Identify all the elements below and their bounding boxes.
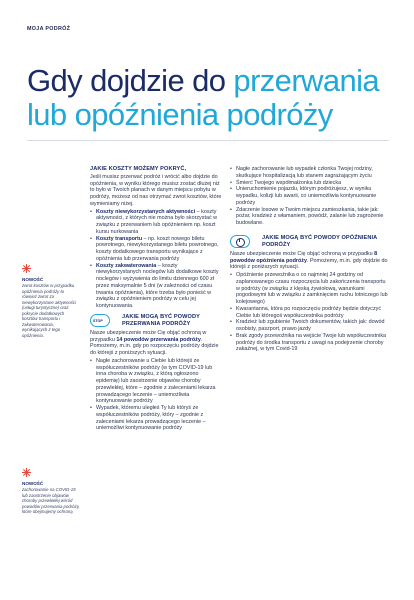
sparkle-icon (22, 264, 31, 273)
divider (27, 140, 389, 141)
column-right (230, 166, 390, 353)
list-item: • Nagłe zachorowanie lub wypadek członka Twojej rodziny, skutkujące hospitalizacją lub stanem zagrażającym życiu (230, 166, 390, 180)
interruption-list (90, 358, 222, 432)
costs-intro: Jeśli musisz przerwać podróż i wrócić albo dojdzie do opóźnienia, w wyniku którego musisz zostać dłużej niż to było w Twoich planach w danym miejscu pobytu w podróży, możesz od nas otrzymać zwrot kosztów, które wymieniamy niżej. (90, 173, 222, 207)
list-item: • Brak zgody przewoźnika na wejście Twoje lub współuczestnika podróży do środka transportu z uwagi na podejrzenie choroby zakaźnej, w tym Covid-19 (230, 333, 390, 353)
side-note-2 (22, 468, 80, 515)
column-left (90, 166, 222, 432)
delay-header (230, 235, 390, 249)
clock-icon (230, 235, 250, 248)
list-item: • Zdarzenie losowe w Twoim miejscu zamieszkania, takie jak: pożar, kradzież z włamaniem, powódź, zalanie lub zagrożenie budowlane. (230, 207, 390, 227)
side-note-body: zwrot kosztów w przypadku opóźnienia podróży to również zwrot za niewykorzystane aktywności (usługi turystyczne) oraz pokrycie dodatkowych kosztów transportu i zakwaterowania, wynikających z tego opóźnienia. (22, 283, 76, 338)
list-item: • Opóźnienie przewoźnika o co najmniej 24 godziny od zaplanowanego czasu rozpoczęcia lub zakończenia transportu w podróży (w związku z klęską żywiołową, warunkami pogodowymi lub w związku z zamknięciem ruchu lotniczego lub kolejowego) (230, 272, 390, 306)
interruption-intro: Nasze ubezpieczenie może Cię objąć ochroną w przypadku 14 powodów przerwania podróży. Pomożemy, m.in. gdy po rozpoczęciu podróży dojdzie do którejś z poniższych sytuacji. (90, 329, 219, 356)
list-item: • Koszty niewykorzystanych aktywności – koszty aktywności, z których nie można było skorzystać w związku z przerwaniem lub opóźnieniem np. koszt kursu nurkowania (90, 209, 222, 236)
delay-intro: Nasze ubezpieczenie może Cię objąć ochroną w przypadku 8 powodów opóźnienia podróży. Pomożemy, m.in. gdy dojdzie do którejś z poniższych sytuacji. (230, 250, 388, 271)
list-item: • Nagłe zachorowanie u Ciebie lub którejś ze współuczestników podróży (w tym COVID-19 lub inna choroba w związku, z którą ogłoszono epidemię) lub zaostrzenie objawów choroby przewlekłej, które – zgodnie z zaleceniami lekarza prowadzącego leczenie – uniemożliwia kontynuowanie podróży (90, 358, 222, 405)
list-item: • Koszty transportu – np. koszt nowego biletu powrotnego, niewykorzystanego biletu powrotnego, koszty dodatkowego transportu wynikające z opóźnienia lub przerwania podróży (90, 236, 222, 263)
stop-icon (90, 314, 110, 327)
side-note-1 (22, 264, 80, 338)
side-note-head: NOWOŚĆ (22, 277, 44, 282)
list-item: • Koszty zakwaterowania – koszty niewykorzystanych noclegów lub dodatkowe koszty noclegów i wyżywienia do limitu dziennego 600 zł przez maksymalnie 5 dni (w zależności od czasu trwania opóźnienia), które trzeba było ponieść w związku z opóźnieniem podróży w celu jej kontynuowania. (90, 263, 222, 310)
title-line2: lub opóźnienia podróży (27, 97, 333, 132)
list-item: • Unieruchomienie pojazdu, którym podróżujesz, w wyniku wypadku, kolizji lub awarii, co uniemożliwia kontynuowanie podróży (230, 186, 390, 206)
side-note-body: zachorowanie na COVID-19 lub zaostrzenie objawów choroby przewlekłej wśród powodów przerwania podróży, które obejmujemy ochroną (22, 487, 80, 514)
section-label: MOJA PODRÓŻ (27, 26, 71, 32)
sparkle-icon (22, 468, 31, 477)
title-accent: przerwania (233, 63, 380, 98)
list-item: • Śmierć Twojego współmałżonka lub dziecka (230, 180, 390, 187)
costs-list (90, 209, 222, 310)
list-item: • Kwarantanna, która po rozpoczęciu podróży będzie dotyczyć Ciebie lub któregoś współuczestnika podróży (230, 306, 390, 320)
delay-list (230, 272, 390, 353)
title-part1: Gdy dojdzie do (27, 63, 234, 98)
costs-heading: JAKIE KOSZTY MOŻEMY POKRYĆ, (90, 166, 187, 172)
interruption-heading: JAKIE MOGĄ BYĆ POWODY PRZERWANIA PODRÓŻY (122, 313, 200, 327)
list-item: • Kradzież lub zgubienie Twoich dokumentów, takich jak: dowód osobisty, paszport, prawo jazdy (230, 319, 390, 333)
delay-heading: JAKIE MOGĄ BYĆ POWODY OPÓŹNIENIA PODRÓŻY (262, 234, 378, 248)
side-note-head: NOWOŚĆ (22, 481, 44, 486)
interruption-header (90, 314, 222, 328)
list-item: • Wypadek, któremu uległeś Ty lub któryś ze współuczestników podróży, który – zgodnie z zaleceniami lekarza prowadzącego leczenie – uniemożliwi kontynuowanie podróży (90, 405, 222, 432)
interruption-list-continued (230, 166, 390, 227)
page-title (27, 64, 407, 132)
